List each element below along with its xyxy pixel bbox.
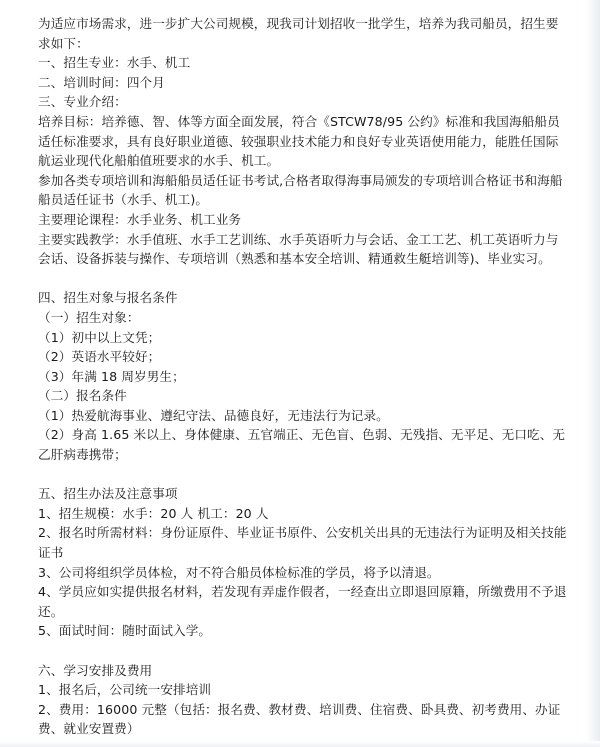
section-3-heading: 三、专业介绍： — [38, 94, 127, 110]
page-edge-shadow-right — [586, 0, 600, 747]
training-goal-paragraph: 培养目标：培养德、智、体等方面全面发展，符合《STCW78/95 公约》标准和我国海船船员适任标准要求，具有良好职业道德、较强职业技术能力和良好专业英语使用能力，能胜任国际航运业现代化船舶值班要求的水手、机工。 — [38, 113, 560, 169]
list-item: 1、报名后，公司统一安排培训 — [38, 682, 212, 698]
section-5-heading: 五、招生办法及注意事项 — [38, 486, 178, 502]
registration-conditions-subheading: （二）报名条件 — [38, 388, 127, 404]
document-body — [38, 14, 568, 739]
list-item: 4、学员应如实提供报名材料，若发现有弄虚作假者，一经查出立即退回原籍，所缴费用不予退还。 — [38, 584, 567, 619]
list-item: 1、招生规模：水手：20 人 机工：20 人 — [38, 505, 269, 521]
theory-courses-line: 主要理论课程：水手业务、机工业务 — [38, 211, 242, 227]
list-item: （1）热爱航海事业、遵纪守法、品德良好，无违法行为记录。 — [38, 407, 389, 423]
blank-line — [38, 641, 568, 661]
list-item: （2）身高 1.65 米以上、身体健康、五官端正、无色盲、色弱、无残指、无平足、无口吃、无乙肝病毒携带； — [38, 427, 566, 463]
list-item: 3、公司将组织学员体检，对不符合船员体检标准的学员，将予以清退。 — [38, 564, 440, 580]
section-1-major: 一、招生专业：水手、机工 — [38, 55, 191, 71]
list-item: 5、面试时间：随时面试入学。 — [38, 623, 212, 639]
page-edge-shadow-bottom — [0, 741, 600, 747]
list-item: （3）年满 18 周岁男生； — [38, 368, 185, 384]
blank-line — [38, 269, 568, 289]
list-item: 2、报名时所需材料：身份证原件、毕业证书原件、公安机关出具的无违法行为证明及相关技能证书 — [38, 525, 567, 561]
practice-teaching-paragraph: 主要实践教学：水手值班、水手工艺训练、水手英语听力与会话、金工工艺、机工英语听力与会话、设备拆装与操作、专项培训（熟悉和基本安全培训、精通救生艇培训等)、毕业实习。 — [38, 231, 559, 267]
section-2-duration: 二、培训时间：四个月 — [38, 74, 165, 90]
enrollment-target-subheading: （一）招生对象： — [38, 309, 140, 325]
section-6-heading: 六、学习安排及费用 — [38, 662, 153, 678]
certificate-exam-paragraph: 参加各类专项培训和海船船员适任证书考试,合格者取得海事局颁发的专项培训合格证书和海船船员适任证书（水手、机工)。 — [38, 172, 563, 208]
intro-paragraph: 为适应市场需求，进一步扩大公司规模，现我司计划招收一批学生，培养为我司船员，招生要求如下： — [38, 16, 559, 51]
blank-line — [38, 465, 568, 485]
section-4-heading: 四、招生对象与报名条件 — [38, 290, 178, 306]
list-item: （2）英语水平较好； — [38, 349, 161, 365]
list-item: 2、费用：16000 元整（包括：报名费、教材费、培训费、住宿费、卧具费、初考费用、办证费、就业安置费） — [38, 701, 561, 737]
list-item: （1）初中以上文凭； — [38, 329, 161, 345]
